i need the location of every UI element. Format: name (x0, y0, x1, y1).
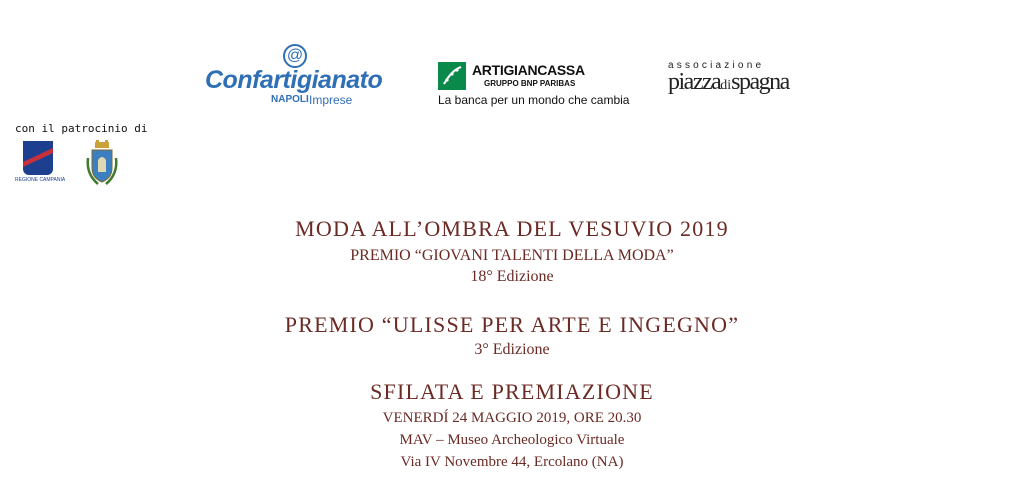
award-title: PREMIO “ULISSE PER ARTE E INGEGNO” (284, 312, 740, 337)
comune-coat-of-arms-icon (84, 140, 120, 188)
patronage-label: con il patrocinio di (15, 122, 148, 135)
artigiancassa-name: ARTIGIANCASSA (472, 62, 585, 78)
show-title: SFILATA E PREMIAZIONE (370, 379, 654, 404)
regione-campania-logo (15, 141, 66, 189)
spagna-word: spagna (731, 69, 789, 95)
confartigianato-city: NAPOLI (271, 94, 309, 105)
confartigianato-logo (205, 44, 385, 107)
regione-caption: REGIONE CAMPANIA (15, 177, 66, 183)
event-venue: MAV – Museo Archeologico Virtuale (399, 432, 625, 448)
piazza-di-spagna-logo (668, 60, 828, 104)
event-date: VENERDÍ 24 MAGGIO 2019, ORE 20.30 (382, 410, 642, 426)
confartigianato-imprese: Imprese (309, 93, 353, 107)
award-edition: 3° Edizione (474, 341, 550, 358)
event-subtitle: PREMIO “GIOVANI TALENTI DELLA MODA” (350, 247, 674, 264)
bnp-stars-icon (438, 62, 466, 90)
artigiancassa-group: GRUPPO BNP PARIBAS (484, 79, 576, 88)
piazza-word: piazza (668, 69, 721, 95)
confartigianato-wordmark: Confartigianato (205, 66, 383, 94)
event-address: Via IV Novembre 44, Ercolano (NA) (400, 454, 624, 470)
piazza-di-word: di (720, 78, 732, 93)
at-symbol-icon: @ (283, 44, 307, 68)
artigiancassa-tagline: La banca per un mondo che cambia (438, 93, 630, 107)
piazza-assoc-label: associazione (668, 60, 765, 71)
piazza-wordmark (668, 69, 789, 96)
artigiancassa-logo (438, 62, 630, 108)
event-title: MODA ALL’OMBRA DEL VESUVIO 2019 (295, 216, 729, 241)
event-edition: 18° Edizione (470, 268, 554, 285)
